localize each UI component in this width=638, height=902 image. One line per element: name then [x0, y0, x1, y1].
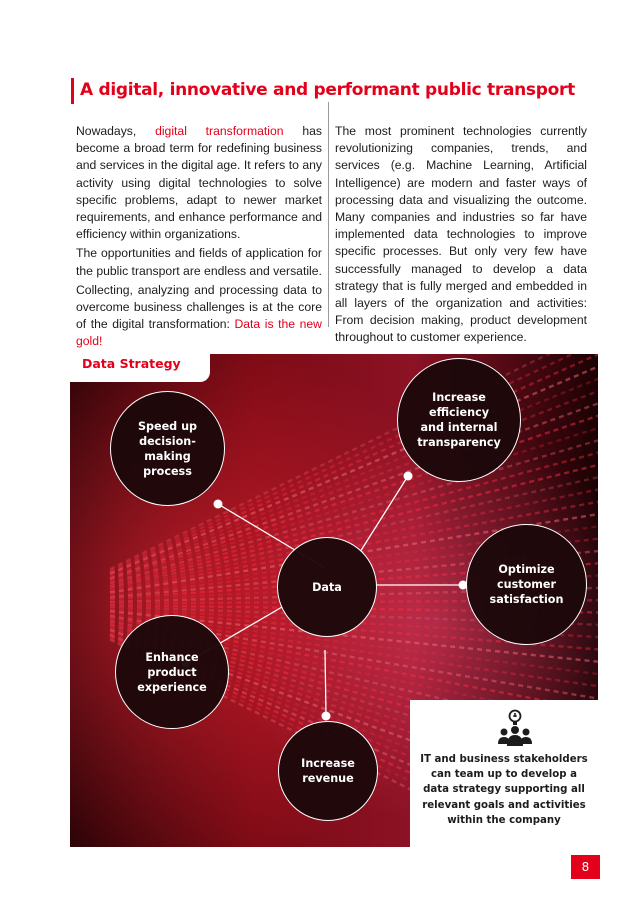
info-text: IT and business stakeholders can team up to develop a data strategy supporting all relevant goals and activities within the company	[420, 754, 588, 826]
title-accent-bar	[71, 78, 74, 104]
technologies-paragraph: The most prominent technologies currently revolutionizing companies, trends, and services (e.g. Machine Learning, Artificial Intelligence) are modern and faster ways of processing data and visualizing the outcome. Many companies and industries so far have implemented data technologies to improve specific processes. But only very few have successfully managed to develop a data strategy that is fully merged and embedded in all layers of the organization and activities: From decision making, product development throughout to customer experience.	[335, 124, 587, 345]
column-divider	[328, 102, 329, 327]
node-data-center: Data	[277, 537, 377, 637]
right-text-column	[335, 123, 587, 349]
highlight-digital-transformation: digital transformation	[155, 124, 284, 138]
data-gold-paragraph: Collecting, analyzing and processing data to overcome business challenges is at the core of the digital transformation: Data is the new gold!	[76, 282, 322, 349]
node-optimize-customer: Optimize customer satisfaction	[466, 524, 587, 645]
node-enhance-product: Enhance product experience	[115, 615, 229, 729]
info-box	[410, 700, 598, 847]
intro-paragraph: Nowadays, digital transformation has become a broad term for redefining business and services in the digital age. It refers to any activity using digital technologies to solve specific problems, adapt to newer market requirements, and enhance performance and efficiency within organizations.	[76, 124, 322, 242]
team-idea-icon	[496, 708, 534, 748]
page-title: A digital, innovative and performant public transport	[80, 80, 575, 100]
node-speed-up-decision: Speed up decision-making process	[110, 391, 225, 506]
data-strategy-label: Data Strategy	[82, 356, 181, 371]
left-text-column	[76, 123, 322, 353]
highlight-data-gold: Data is the new gold!	[76, 317, 322, 349]
data-strategy-tab	[70, 354, 210, 382]
page-number: 8	[571, 855, 600, 879]
data-strategy-graphic	[70, 354, 598, 847]
opportunities-paragraph: The opportunities and fields of application for the public transport are endless and versatile.	[76, 246, 322, 278]
node-increase-revenue: Increase revenue	[278, 721, 378, 821]
node-increase-efficiency: Increase efficiency and internal transparency	[397, 358, 521, 482]
